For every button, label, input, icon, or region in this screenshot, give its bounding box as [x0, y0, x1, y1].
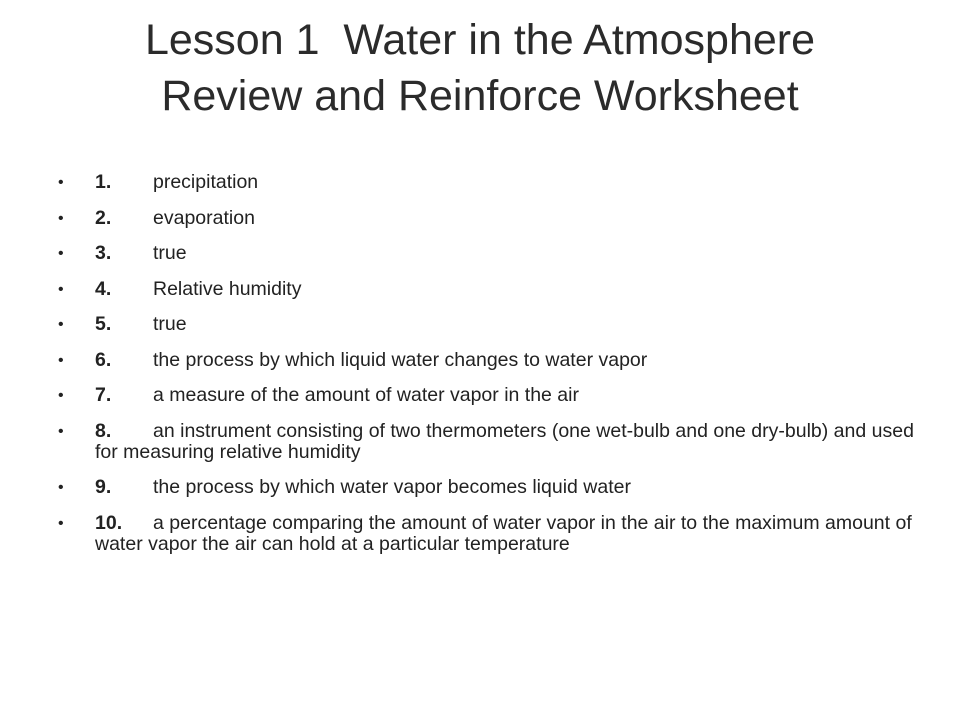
slide-title — [40, 12, 920, 124]
item-number: 2. — [95, 206, 112, 229]
list-item — [58, 314, 918, 335]
item-text: a measure of the amount of water vapor in the air — [153, 384, 579, 406]
title-line-1: Lesson 1 Water in the Atmosphere — [144, 16, 816, 64]
bullet-icon: • — [58, 479, 64, 496]
item-text: the process by which liquid water changes to water vapor — [153, 348, 648, 371]
list-item — [58, 243, 918, 264]
list-item — [58, 385, 918, 406]
item-text: Relative humidity — [153, 277, 302, 300]
item-text: evaporation — [153, 206, 255, 229]
list-item — [58, 208, 918, 229]
bullet-icon: • — [58, 209, 64, 227]
item-number: 6. — [95, 348, 112, 371]
item-number: 1. — [95, 171, 112, 193]
item-number: 10. — [95, 511, 123, 534]
item-number: 7. — [95, 384, 112, 406]
answer-list — [58, 172, 918, 569]
bullet-icon: • — [58, 422, 64, 440]
list-item — [58, 172, 918, 193]
item-text: true — [153, 242, 187, 264]
item-number: 4. — [95, 277, 112, 300]
item-text: true — [153, 313, 187, 335]
list-item — [58, 421, 918, 463]
item-number: 8. — [95, 419, 112, 442]
bullet-icon: • — [58, 351, 64, 369]
item-text: the process by which water vapor becomes liquid water — [153, 476, 631, 498]
bullet-icon: • — [58, 316, 64, 333]
item-number: 9. — [95, 476, 112, 498]
bullet-icon: • — [58, 245, 64, 262]
title-line-2: Review and Reinforce Worksheet — [161, 72, 799, 120]
bullet-icon: • — [58, 174, 64, 191]
item-number: 5. — [95, 313, 112, 335]
list-item — [58, 477, 918, 498]
list-item — [58, 350, 918, 371]
item-text: a percentage comparing the amount of water vapor in the air to the maximum amount of water vapor the air can hold at a particular temperature — [95, 511, 912, 555]
list-item — [58, 513, 918, 555]
bullet-icon: • — [58, 514, 64, 532]
item-number: 3. — [95, 242, 112, 264]
list-item — [58, 279, 918, 300]
bullet-icon: • — [58, 280, 64, 298]
item-text: precipitation — [153, 171, 259, 193]
item-text: an instrument consisting of two thermometers (one wet-bulb and one dry-bulb) and used for measuring relative humidity — [95, 419, 914, 463]
bullet-icon: • — [58, 387, 64, 404]
